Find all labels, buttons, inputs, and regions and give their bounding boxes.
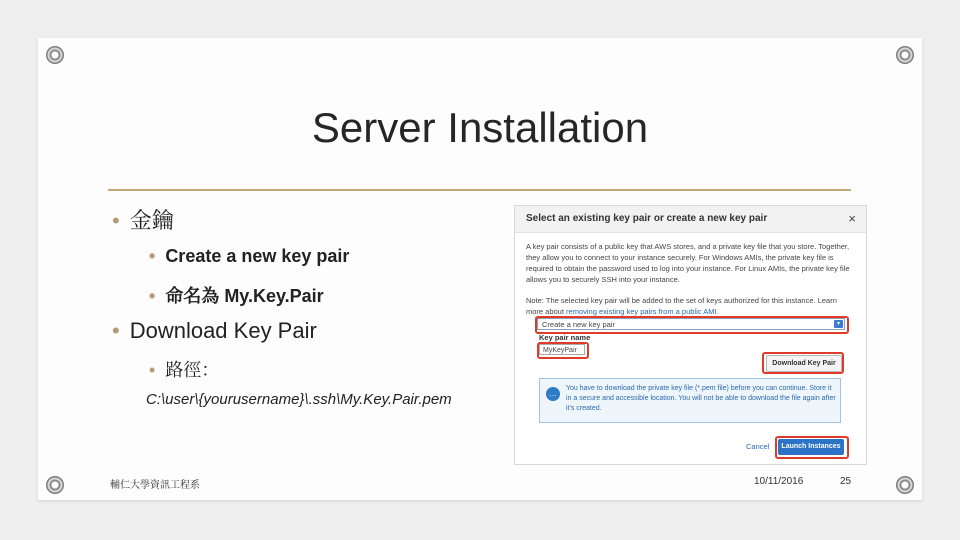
dialog-description: A key pair consists of a public key that AWS stores, and a private key file that you store. Together, they allow you to connect to your instance securely. For Windows AMIs, the private key file is required to obtain the password used to log into your instance. For Linux AMIs, the private key file allows you to securely SSH into your instance. xyxy=(526,242,850,284)
bullet-create: • Create a new key pair xyxy=(149,246,350,266)
removing-keys-link[interactable]: removing existing key pairs from a public AMI. xyxy=(566,307,719,316)
launch-highlight xyxy=(775,436,849,459)
dialog-note: Note: The selected key pair will be added to the set of keys authorized for this instance. Learn more about removing existing key pairs from a public AMI. xyxy=(526,296,837,316)
chevron-down-icon: ▾ xyxy=(834,320,843,328)
pin-icon xyxy=(896,46,914,64)
pin-icon xyxy=(46,476,64,494)
key-pair-name-label: Key pair name xyxy=(539,333,591,342)
pin-icon xyxy=(46,46,64,64)
download-key-pair-button[interactable]: Download Key Pair xyxy=(766,355,842,372)
path-text: C:\user\{yourusername}\.ssh\My.Key.Pair.pem xyxy=(146,391,452,408)
title-divider xyxy=(108,189,851,191)
info-text: You have to download the private key file (*.pem file) before you can continue. Store it in a secure and accessible location. You will not be able to download the file again after it's created. xyxy=(566,385,836,412)
launch-instances-button[interactable]: Launch Instances xyxy=(778,439,844,455)
bullet-key: • 金鑰 xyxy=(112,208,174,233)
dialog-header xyxy=(515,206,866,233)
bullet-path: • 路徑： xyxy=(149,360,220,380)
download-highlight xyxy=(762,352,844,374)
chat-info-icon: … xyxy=(546,387,560,401)
footer-organization: 輔仁大學資訊工程系 xyxy=(110,480,200,491)
key-pair-option-select[interactable]: Create a new key pair ▾ xyxy=(537,318,845,330)
select-highlight xyxy=(535,316,849,334)
download-info-box xyxy=(539,378,841,423)
input-highlight xyxy=(537,342,589,359)
page-number: 25 xyxy=(840,476,852,487)
key-pair-dialog xyxy=(514,205,867,465)
slide-title: Server Installation xyxy=(311,104,649,151)
bullet-name: • 命名為 My.Key.Pair xyxy=(149,286,324,306)
footer-date: 10/11/2016 xyxy=(754,476,804,487)
pin-icon xyxy=(896,476,914,494)
bullet-download: • Download Key Pair xyxy=(112,318,317,343)
cancel-button[interactable]: Cancel xyxy=(746,442,770,451)
close-icon[interactable]: × xyxy=(848,211,856,226)
dialog-title: Select an existing key pair or create a new key pair xyxy=(526,213,768,224)
key-pair-name-input[interactable]: MyKeyPair xyxy=(539,344,585,355)
